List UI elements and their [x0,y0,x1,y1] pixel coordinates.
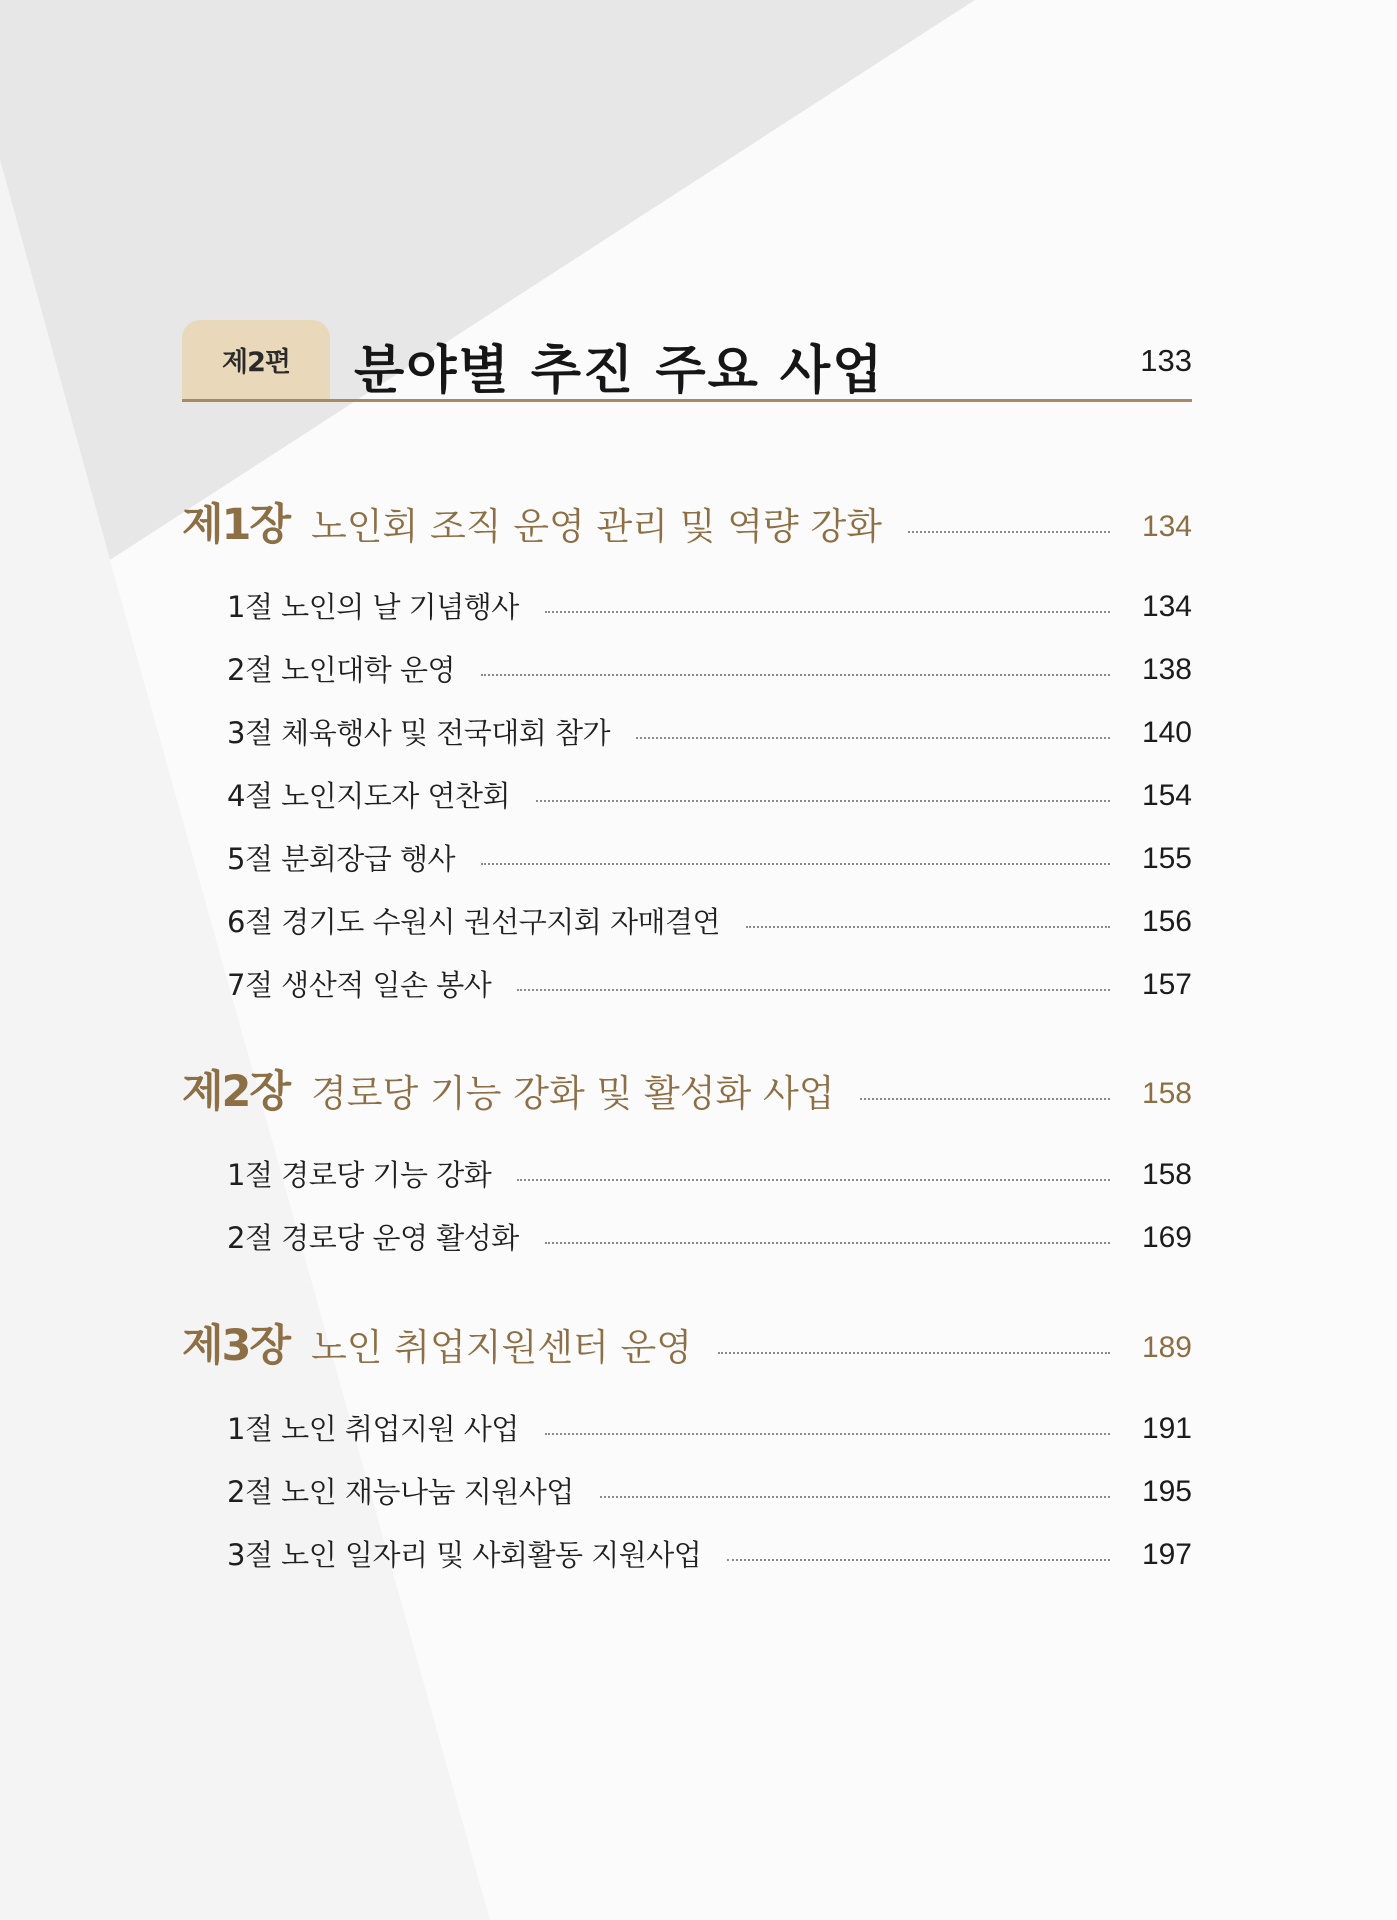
dot-leader [517,989,1110,991]
dot-leader [600,1496,1110,1498]
toc-section[interactable] [227,643,1192,685]
toc-section[interactable] [227,1211,1192,1253]
section-page-number: 138 [1141,653,1192,686]
chapter-number: 제2장 [182,1067,289,1117]
section-title: 1절 경로당 기능 강화 [227,1158,492,1192]
chapter-title: 경로당 기능 강화 및 활성화 사업 [311,1072,835,1115]
dot-leader [536,800,1110,802]
toc-chapter-2[interactable] [182,1054,1192,1117]
part-page-number: 133 [1140,343,1192,378]
chapter-title: 노인회 조직 운영 관리 및 역량 강화 [311,505,882,548]
toc-section[interactable] [227,769,1192,811]
toc-section[interactable] [227,1528,1192,1570]
toc-section[interactable] [227,580,1192,622]
section-title: 2절 노인 재능나눔 지원사업 [227,1475,574,1509]
chapter-title: 노인 취업지원센터 운영 [311,1326,692,1369]
dot-leader [636,737,1110,739]
chapter-number: 제3장 [182,1321,289,1371]
section-page-number: 154 [1141,779,1192,812]
chapter-page-number: 158 [1141,1077,1192,1110]
section-page-number: 157 [1141,968,1192,1001]
section-title: 6절 경기도 수원시 권선구지회 자매결연 [227,905,721,939]
section-page-number: 140 [1141,716,1192,749]
toc-chapter-3[interactable] [182,1308,1192,1371]
section-title: 2절 노인대학 운영 [227,653,455,687]
dot-leader [746,926,1110,928]
section-title: 1절 노인의 날 기념행사 [227,590,519,624]
dot-leader [517,1179,1110,1181]
dot-leader [718,1352,1110,1354]
section-title: 3절 노인 일자리 및 사회활동 지원사업 [227,1538,702,1572]
toc-section[interactable] [227,706,1192,748]
section-page-number: 197 [1141,1538,1192,1571]
part-badge: 제2편 [182,320,330,399]
chapter-page-number: 189 [1141,1331,1192,1364]
chapter-number: 제1장 [182,500,289,550]
section-page-number: 191 [1141,1412,1192,1445]
section-page-number: 156 [1141,905,1192,938]
dot-leader [545,1242,1110,1244]
section-title: 5절 분회장급 행사 [227,842,455,876]
toc-section[interactable] [227,1148,1192,1190]
dot-leader [908,531,1110,533]
dot-leader [860,1098,1110,1100]
dot-leader [481,863,1110,865]
toc-section[interactable] [227,832,1192,874]
toc-section[interactable] [227,1402,1192,1444]
section-page-number: 134 [1141,590,1192,623]
toc-chapter-1[interactable] [182,487,1192,550]
section-page-number: 155 [1141,842,1192,875]
dot-leader [481,674,1110,676]
section-page-number: 195 [1141,1475,1192,1508]
part-title: 분야별 추진 주요 사업 [354,340,885,401]
section-title: 1절 노인 취업지원 사업 [227,1412,519,1446]
section-title: 3절 체육행사 및 전국대회 참가 [227,716,610,750]
dot-leader [545,611,1110,613]
section-page-number: 169 [1141,1221,1192,1254]
toc-section[interactable] [227,895,1192,937]
section-title: 7절 생산적 일손 봉사 [227,968,492,1002]
section-page-number: 158 [1141,1158,1192,1191]
section-title: 2절 경로당 운영 활성화 [227,1221,519,1255]
section-title: 4절 노인지도자 연찬회 [227,779,511,813]
dot-leader [545,1433,1110,1435]
part-header [182,320,1192,402]
chapter-page-number: 134 [1141,510,1192,543]
toc-section[interactable] [227,958,1192,1000]
toc-section[interactable] [227,1465,1192,1507]
dot-leader [727,1559,1110,1561]
